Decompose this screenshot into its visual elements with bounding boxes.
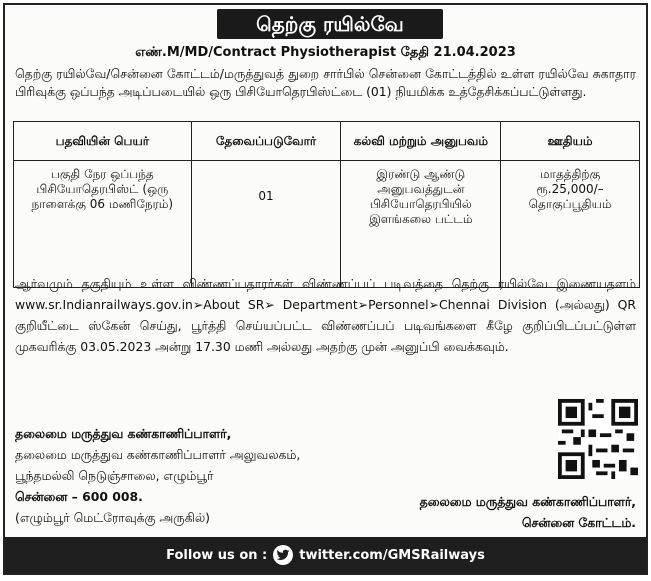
twitter-link[interactable]: twitter.com/GMSRailways <box>299 547 485 563</box>
cell-qualification: இரண்டு ஆண்டு அனுபவத்துடன் பிசியோதெரபியில் இளங்கலை பட்டம் <box>341 161 501 288</box>
intro-paragraph: தெற்கு ரயில்வே/சென்னை கோட்டம்/மருத்துவத் துறை சார்பில் சென்னை கோட்டத்தில் உள்ள ரயில்வே சுகாதார பிரிவுக்கு ஒப்பந்த அடிப்படையில் ஒரு பிசியோதெரபிஸ்ட்டை (01) நியமிக்க உத்தேசிக்கப்பட்டுள்ளது. <box>15 66 636 99</box>
cell-vacancies: 01 <box>191 161 341 288</box>
cell-salary: மாதத்திற்கு ரூ.25,000/– தொகுப்பூதியம் <box>501 161 640 288</box>
footer-bar <box>5 537 646 573</box>
address-line-3: சென்னை – 600 008. <box>15 489 143 504</box>
follow-label: Follow us on : <box>166 547 268 563</box>
page-title: தெற்கு ரயில்வே <box>217 9 443 39</box>
address-line-2: பூந்தமல்லி நெடுஞ்சாலை, எழும்பூர் <box>15 468 214 483</box>
header-post-name: பதவியின் பெயர் <box>14 122 192 161</box>
table-row <box>14 161 640 288</box>
header-qualification: கல்வி மற்றும் அனுபவம் <box>341 122 501 161</box>
twitter-bird-icon <box>273 545 293 565</box>
signature-block <box>420 491 636 533</box>
table-header-row <box>14 122 640 161</box>
qr-code-icon[interactable] <box>558 399 638 479</box>
cell-post-name: பகுதி நேர ஒப்பந்த பிசியோதெரபிஸ்ட் (ஒரு நாளைக்கு 06 மணிநேரம்) <box>14 161 192 288</box>
vacancy-table <box>13 121 640 288</box>
header-vacancies: தேவைப்படுவோர் <box>191 122 341 161</box>
instructions-paragraph: ஆர்வமும் தகுதியும் உள்ள விண்ணப்பதாரர்கள் விண்ணப்பப் படிவத்தை தெற்கு ரயில்வே இணையதளம் www.sr.Indianrailways.gov.in➢About SR➢ Department➢Personnel➢Chennai Division (அல்லது) QR குறியீட்டை ஸ்கேன் செய்து, பூர்த்தி செய்யப்பட்ட விண்ணப்பப் படிவங்களை கீழே குறிப்பிடப்பட்டுள்ள முகவரிக்கு 03.05.2023 அன்று 17.30 மணி அல்லது அதற்கு முன் அனுப்பி வைக்கவும். <box>15 276 636 354</box>
address-line-1: தலைமை மருத்துவ கண்காணிப்பாளர் அலுவலகம், <box>15 447 301 462</box>
reference-line: எண்.M/MD/Contract Physiotherapist தேதி 21.04.2023 <box>135 45 516 60</box>
signature-line-1: தலைமை மருத்துவ கண்காணிப்பாளர், <box>419 494 636 509</box>
address-block <box>15 423 300 528</box>
signature-line-2: சென்னை கோட்டம். <box>521 515 636 530</box>
address-title: தலைமை மருத்துவ கண்காணிப்பாளர், <box>15 426 232 441</box>
address-line-4: (எழும்பூர் மெட்ரோவுக்கு அருகில்) <box>15 510 210 525</box>
notice-page <box>3 3 648 575</box>
header-salary: ஊதியம் <box>501 122 640 161</box>
